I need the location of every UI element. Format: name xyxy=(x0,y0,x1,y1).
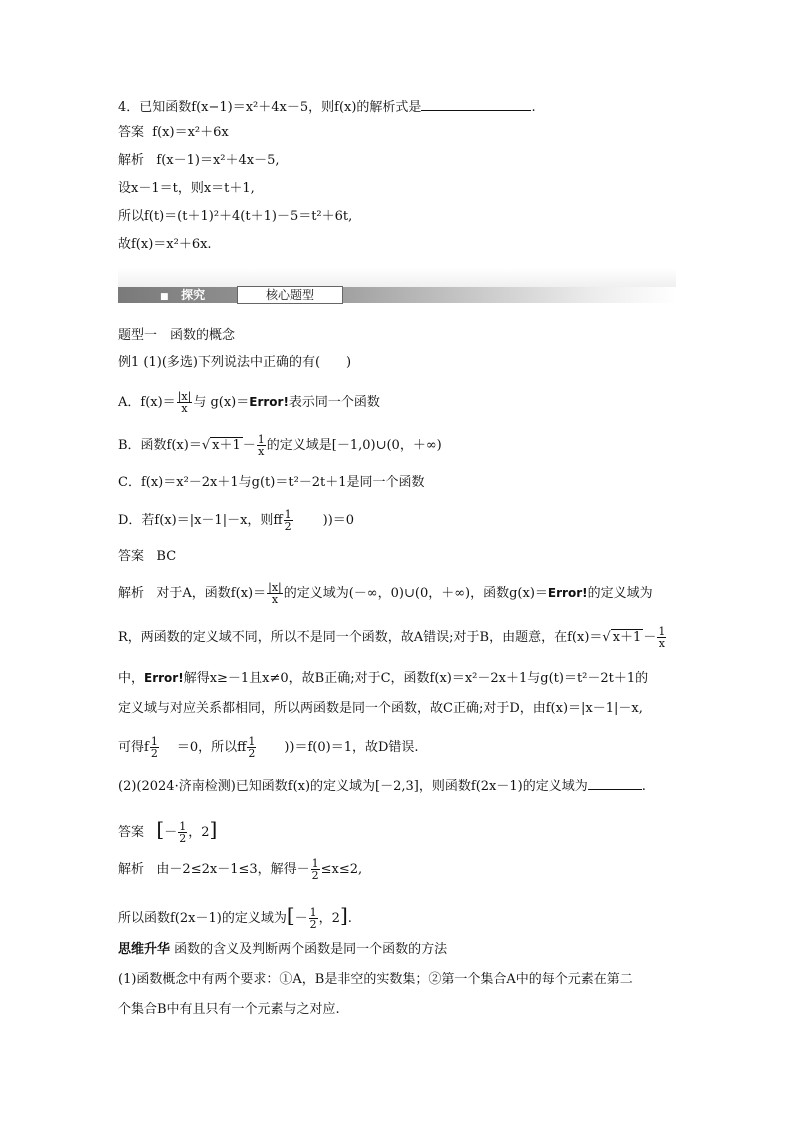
analysis-line-3: 所以f(t)＝(t＋1)²＋4(t＋1)－5＝t²＋6t, xyxy=(118,209,353,224)
option-b-suffix: 的定义域是[－1,0)∪(0，＋∞) xyxy=(266,438,442,453)
analysis-label: 解析 xyxy=(118,586,145,601)
answer-line-part-2: 答案 [－ $\frac{1}{2}$ ，2] xyxy=(118,817,218,845)
analysis-part-2-line-2: 所以函数f(2x－1)的定义域为[－ $\frac{1}{2}$ ，2]. xyxy=(118,903,352,931)
option-c: C．f(x)＝x²－2x＋1与g(t)＝t²－2t＋1是同一个函数 xyxy=(118,475,425,490)
analysis-ex1-line-1 xyxy=(118,579,653,608)
question-4-text: 4．已知函数f(x−1)＝x²＋4x－5，则f(x)的解析式是 xyxy=(118,100,422,115)
summary-line-1: (1)函数概念中有两个要求：①A，B是非空的实数集；②第一个集合A中的每个元素在第二 xyxy=(118,972,633,987)
section-label-text: 探究 xyxy=(181,288,206,302)
error-text: Error! xyxy=(249,395,289,409)
analysis-text: 由－2≤2x－1≤3，解得－ xyxy=(156,862,310,877)
denominator: 2 xyxy=(179,832,187,845)
analysis-label: 解析 xyxy=(118,862,145,877)
answer-value: ，2 xyxy=(188,825,210,840)
question-4: 4．已知函数f(x−1)＝x²＋4x－5，则f(x)的解析式是 . xyxy=(118,100,536,115)
analysis-text: R，两函数的定义域不同，所以不是同一个函数，故A错误;对于B，由题意，在f(x)＝ xyxy=(118,630,603,645)
error-text: Error! xyxy=(144,671,184,685)
numerator: 1 xyxy=(257,433,265,446)
answer-value: BC xyxy=(156,549,177,564)
analysis-line-4: 故f(x)＝x²＋6x. xyxy=(118,237,212,252)
answer-blank xyxy=(421,98,531,111)
type-title: 题型一 函数的概念 xyxy=(118,328,236,343)
numerator: 1 xyxy=(658,625,666,638)
right-bracket: ] xyxy=(339,903,348,927)
numerator: 1 xyxy=(311,857,319,870)
answer-label: 答案 xyxy=(118,549,145,564)
denominator: 2 xyxy=(284,520,292,533)
summary-line-2: 个集合B中有且只有一个元素与之对应. xyxy=(118,1002,340,1017)
analysis-text: 可得f xyxy=(118,740,149,755)
right-bracket: ] xyxy=(209,817,218,841)
denominator: x xyxy=(181,402,188,415)
option-a-suffix: 表示同一个函数 xyxy=(288,395,380,410)
summary-heading xyxy=(118,942,447,958)
section-label-explore xyxy=(160,287,205,303)
answer-label: 答案 xyxy=(118,125,145,140)
denominator: 2 xyxy=(248,747,256,760)
numerator: |x| xyxy=(177,390,192,403)
numerator: 1 xyxy=(309,906,317,919)
answer-line-ex1 xyxy=(118,549,176,565)
section-bar-shade xyxy=(118,268,676,288)
analysis-text: 中， xyxy=(118,671,145,686)
example-1: 例1 (1)(多选)下列说法中正确的有( ) xyxy=(118,355,352,370)
analysis-part-2-line-1 xyxy=(118,855,362,885)
denominator: 2 xyxy=(309,918,317,931)
minus: － xyxy=(242,438,256,453)
analysis-ex1-line-4: 定义域与对应关系都相同，所以两函数是同一个函数，故C正确;对于D，由f(x)＝|x－1|－x, xyxy=(118,701,643,716)
option-a-prefix: A．f(x)＝ xyxy=(118,395,176,410)
fraction xyxy=(267,582,283,605)
fraction xyxy=(311,858,320,881)
analysis-text: ＝f(0)＝1，故D错误. xyxy=(294,740,419,755)
summary-text: 函数的含义及判断两个函数是同一个函数的方法 xyxy=(174,942,448,957)
numerator: 1 xyxy=(150,735,158,748)
sqrt-content: x＋1 xyxy=(212,438,241,453)
option-a-mid: 与 g(x)＝ xyxy=(193,395,250,410)
denominator: x xyxy=(258,445,265,458)
analysis-text: ＝0，所以f xyxy=(176,740,247,755)
section-label-core: 核心题型 xyxy=(237,286,343,304)
fraction xyxy=(257,434,266,457)
minus: － xyxy=(643,630,657,645)
answer-label: 答案 xyxy=(118,825,145,840)
denominator: x xyxy=(658,637,665,650)
fraction xyxy=(178,821,187,844)
option-b-prefix: B．函数f(x)＝ xyxy=(118,438,202,453)
example-1-part-2: (2)(2024·济南检测)已知函数f(x)的定义域为[－2,3]，则函数f(2x－1)的定义域为 . xyxy=(118,779,646,794)
analysis-text: 对于A，函数f(x)＝ xyxy=(156,586,267,601)
numerator: 1 xyxy=(248,735,256,748)
answer-line xyxy=(118,125,229,141)
option-d: D．若f(x)＝|x－1|－x，则f $\frac{1}{2}$ ))＝0 xyxy=(118,508,355,533)
left-bracket: [ xyxy=(156,817,165,841)
analysis-text: f(x－1)＝x²＋4x－5, xyxy=(156,153,280,168)
fraction xyxy=(150,736,159,759)
bullet-icon: ■ xyxy=(160,292,169,302)
fraction xyxy=(657,626,666,649)
analysis-line-1 xyxy=(118,153,280,169)
fraction xyxy=(177,391,193,414)
analysis-text: 的定义域为(－∞，0)∪(0，＋∞)，函数g(x)＝ xyxy=(283,586,548,601)
analysis-ex1-line-2: R，两函数的定义域不同，所以不是同一个函数，故A错误;对于B，由题意，在f(x)＝√ x＋1 － $\frac{1}{x}$ xyxy=(118,625,666,650)
analysis-line-2: 设x－1＝t，则x＝t＋1, xyxy=(118,181,255,196)
analysis-text: ，2 xyxy=(318,911,340,926)
summary-title: 思维升华 xyxy=(118,942,171,957)
fraction xyxy=(247,736,256,759)
analysis-ex1-line-3 xyxy=(118,670,648,687)
analysis-ex1-line-5: 可得f $\frac{1}{2}$ ＝0，所以f $\frac{1}{2}$ ))＝f(0)＝1，故D错误. xyxy=(118,735,419,760)
analysis-label: 解析 xyxy=(118,153,145,168)
numerator: |x| xyxy=(268,581,282,594)
option-d-prefix: D．若f(x)＝|x－1|－x，则f xyxy=(118,513,283,528)
answer-blank xyxy=(588,777,642,790)
part-2-text: (2)(2024·济南检测)已知函数f(x)的定义域为[－2,3]，则函数f(2x－1)的定义域为 xyxy=(118,779,588,794)
denominator: x xyxy=(271,593,279,606)
option-d-suffix: ＝0 xyxy=(332,513,355,528)
analysis-text: 所以函数f(2x－1)的定义域为 xyxy=(118,911,287,926)
denominator: 2 xyxy=(311,869,319,882)
denominator: 2 xyxy=(150,747,158,760)
numerator: 1 xyxy=(179,820,187,833)
option-a xyxy=(118,388,380,417)
error-text: Error! xyxy=(547,586,588,600)
numerator: 1 xyxy=(284,508,292,521)
analysis-text: ≤x≤2, xyxy=(320,862,363,877)
fraction xyxy=(309,907,318,930)
answer-value: f(x)＝x²＋6x xyxy=(152,125,229,140)
sqrt-content: x＋1 xyxy=(612,630,642,645)
option-b: B．函数f(x)＝√ x＋1 － $\frac{1}{x}$ 的定义域是[－1,0)∪(0，＋∞) xyxy=(118,433,442,458)
left-bracket: [ xyxy=(286,903,295,927)
analysis-text: 解得x≥－1且x≠0，故B正确;对于C，函数f(x)＝x²－2x＋1与g(t)＝t²－2t＋1的 xyxy=(183,671,649,686)
fraction xyxy=(284,509,293,532)
analysis-text: 的定义域为 xyxy=(587,586,653,601)
